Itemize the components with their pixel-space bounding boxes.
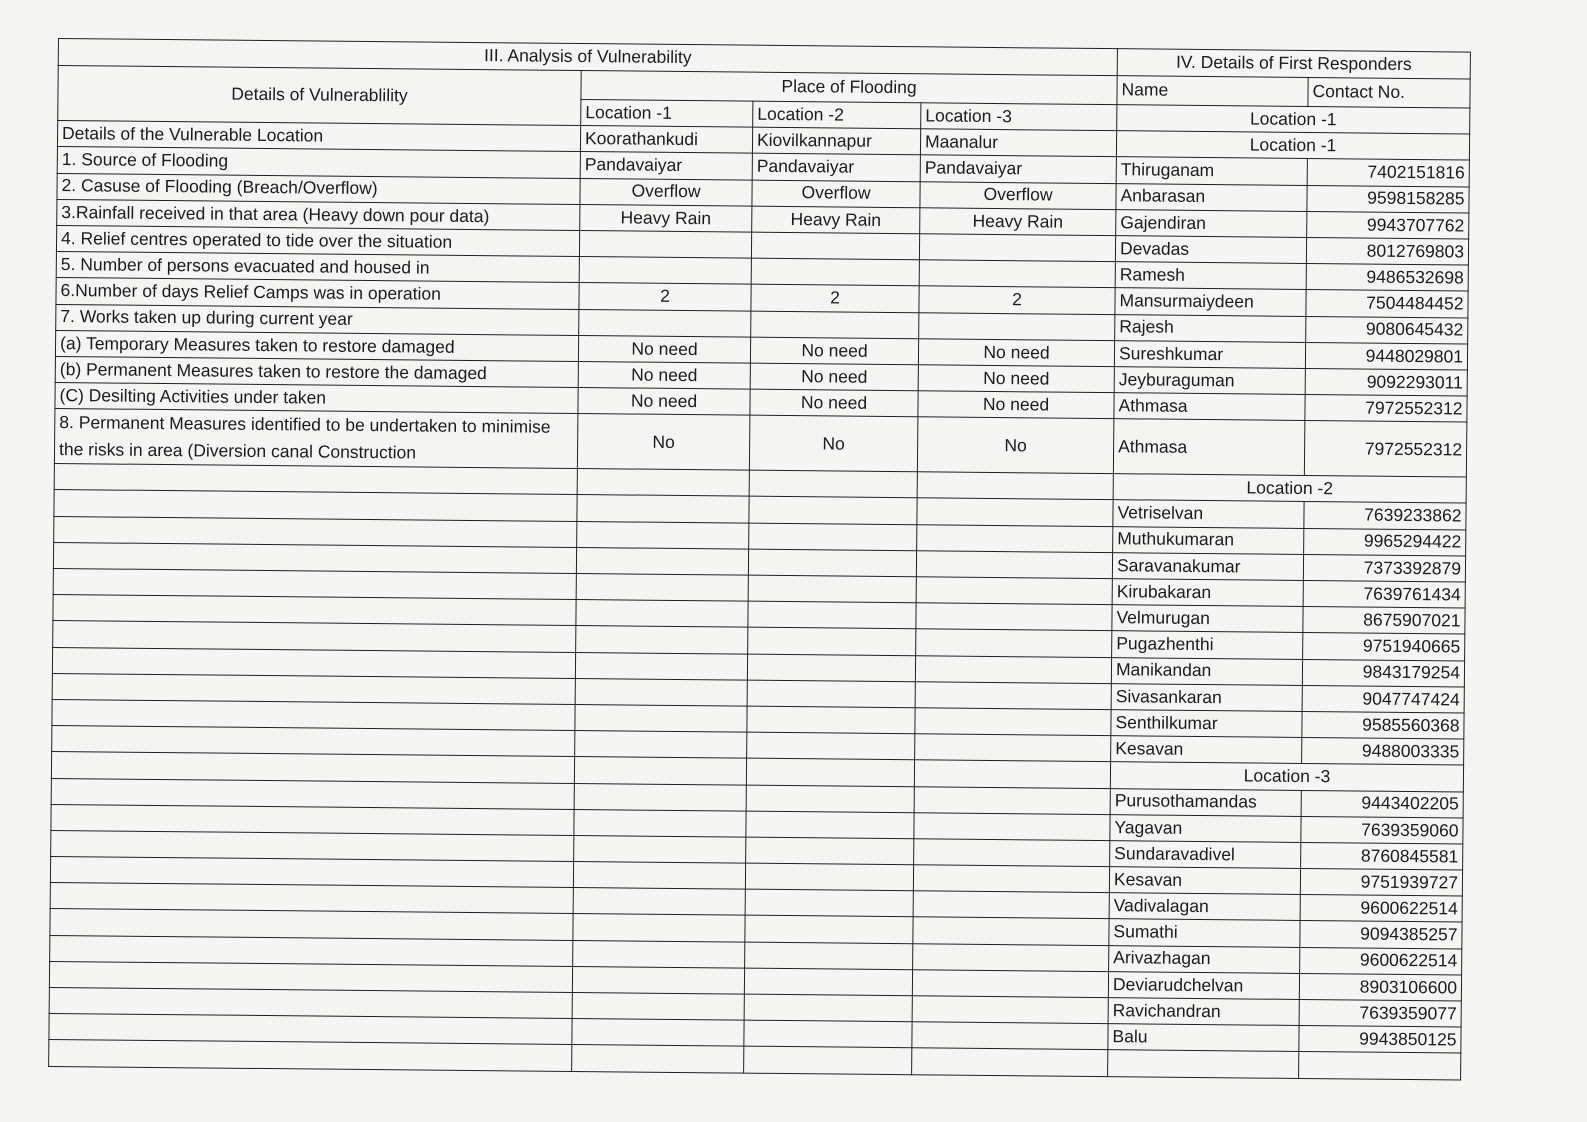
responder-name: Kesavan — [1111, 736, 1302, 764]
location-header: Location -1 — [581, 100, 753, 128]
empty-cell — [915, 708, 1111, 736]
responder-contact: 9751940665 — [1303, 633, 1465, 661]
responder-name: Yagavan — [1110, 814, 1301, 842]
empty-cell — [912, 970, 1108, 998]
responder-name: Senthilkumar — [1111, 710, 1302, 738]
empty-cell — [744, 994, 912, 1022]
responder-name: Purusothamandas — [1110, 788, 1301, 816]
empty-cell — [573, 914, 745, 942]
empty-cell — [915, 682, 1111, 710]
empty-cell — [744, 1020, 912, 1048]
empty-cell — [574, 757, 746, 785]
responder-contact: 8903106600 — [1299, 973, 1461, 1001]
responder-contact: 9943707762 — [1307, 211, 1469, 239]
empty-cell — [748, 628, 916, 656]
empty-cell — [749, 523, 917, 551]
responder-name: Vadivalagan — [1109, 893, 1300, 921]
vulnerability-row-label: 1. Source of Flooding — [57, 147, 580, 178]
responder-contact: 9047747424 — [1302, 685, 1464, 713]
empty-cell — [747, 732, 915, 760]
responder-contact: 9943850125 — [1299, 1026, 1461, 1054]
responder-name: Jeyburaguman — [1114, 367, 1305, 395]
empty-cell — [572, 1045, 744, 1073]
responders-section-title: IV. Details of First Responders — [1117, 49, 1470, 79]
empty-cell — [573, 940, 745, 968]
empty-cell — [746, 811, 914, 839]
vulnerability-value: No need — [578, 388, 750, 416]
responder-contact: 9843179254 — [1302, 659, 1464, 687]
responder-name: Velmurugan — [1112, 605, 1303, 633]
vulnerability-value — [579, 309, 751, 337]
responder-location-2-header: Location -2 — [1113, 474, 1466, 504]
responder-name: Sivasankaran — [1111, 683, 1302, 711]
responder-name: Saravanakumar — [1112, 552, 1303, 580]
empty-cell — [1108, 1050, 1299, 1078]
responder-contact: 8012769803 — [1306, 237, 1468, 265]
empty-cell — [573, 862, 745, 890]
empty-cell — [917, 498, 1113, 526]
responder-name: Thiruganam — [1116, 157, 1307, 185]
empty-cell — [915, 734, 1111, 762]
vulnerability-row-label: (b) Permanent Measures taken to restore the damaged — [55, 356, 578, 387]
vulnerability-value: Heavy Rain — [752, 206, 920, 234]
empty-cell — [745, 942, 913, 970]
vulnerability-value: 2 — [579, 283, 751, 311]
empty-cell — [917, 524, 1113, 552]
vulnerability-value: 2 — [751, 284, 919, 312]
empty-cell — [575, 652, 747, 680]
empty-cell — [912, 996, 1108, 1024]
responder-name: Athmasa — [1113, 419, 1305, 476]
empty-cell — [576, 600, 748, 628]
responder-name: Ramesh — [1115, 262, 1306, 290]
responder-name: Kirubakaran — [1112, 579, 1303, 607]
responder-contact: 9585560368 — [1302, 711, 1464, 739]
empty-cell — [575, 678, 747, 706]
empty-cell — [575, 704, 747, 732]
responder-name: Ravichandran — [1108, 998, 1299, 1026]
empty-cell — [917, 472, 1113, 500]
responder-contact: 9598158285 — [1307, 185, 1469, 213]
responder-contact: 9448029801 — [1305, 342, 1467, 370]
location-header: Location -3 — [921, 103, 1117, 131]
responder-name: Deviarudchelvan — [1108, 971, 1299, 999]
responder-contact: 9600622514 — [1300, 895, 1462, 923]
vulnerability-section-title: III. Analysis of Vulnerability — [58, 39, 1117, 76]
empty-cell — [912, 1048, 1108, 1076]
empty-cell — [574, 835, 746, 863]
responder-contact: 7639359077 — [1299, 999, 1461, 1027]
empty-cell — [747, 680, 915, 708]
responder-contact: 7639761434 — [1303, 580, 1465, 608]
responder-name: Pugazhenthi — [1112, 631, 1303, 659]
empty-cell — [749, 470, 917, 498]
empty-cell — [576, 626, 748, 654]
responder-name: Sundaravadivel — [1110, 841, 1301, 869]
vulnerability-value — [579, 230, 751, 258]
vulnerability-value: No need — [750, 337, 918, 365]
responder-name: Muthukumaran — [1113, 526, 1304, 554]
responder-contact: 9486532698 — [1306, 264, 1468, 292]
responder-contact: 9443402205 — [1301, 790, 1463, 818]
vulnerability-row-label: (a) Temporary Measures taken to restore damaged — [55, 330, 578, 361]
responder-location-1-header: Location -1 — [1117, 105, 1470, 135]
vulnerability-value: No need — [918, 365, 1114, 393]
place-of-flooding-header: Place of Flooding — [581, 71, 1117, 105]
vulnerability-value: Overflow — [580, 178, 752, 206]
vulnerability-row-label: 7. Works taken up during current year — [56, 304, 579, 335]
vulnerability-value: 2 — [919, 286, 1115, 314]
vulnerability-row-label: 5. Number of persons evacuated and housed in — [56, 252, 579, 283]
empty-cell — [744, 968, 912, 996]
empty-cell — [748, 575, 916, 603]
vulnerability-value: Overflow — [920, 181, 1116, 209]
empty-cell — [745, 889, 913, 917]
empty-cell — [913, 865, 1109, 893]
responder-name: Mansurmaiydeen — [1115, 288, 1306, 316]
vulnerability-value: No need — [918, 391, 1114, 419]
responder-contact: 8760845581 — [1301, 842, 1463, 870]
responder-contact: 9488003335 — [1302, 738, 1464, 766]
vulnerability-value: Heavy Rain — [580, 204, 752, 232]
responder-name: Rajesh — [1115, 314, 1306, 342]
empty-cell — [746, 785, 914, 813]
empty-cell — [916, 629, 1112, 657]
empty-cell — [577, 469, 749, 497]
location-header: Location -2 — [753, 101, 921, 129]
empty-cell — [913, 891, 1109, 919]
empty-cell — [572, 966, 744, 994]
empty-cell — [748, 601, 916, 629]
vulnerability-row-label: 3.Rainfall received in that area (Heavy down pour data) — [57, 199, 580, 230]
responder-name: Vetriselvan — [1113, 500, 1304, 528]
empty-cell — [572, 992, 744, 1020]
vulnerability-row-label: 6.Number of days Relief Camps was in operation — [56, 278, 579, 309]
empty-cell — [913, 943, 1109, 971]
empty-cell — [914, 812, 1110, 840]
empty-cell — [914, 760, 1110, 788]
empty-cell — [916, 577, 1112, 605]
responder-contact: 7972552312 — [1305, 395, 1467, 423]
vulnerability-value — [751, 258, 919, 286]
vulnerability-value — [919, 260, 1115, 288]
empty-cell — [915, 655, 1111, 683]
vulnerability-value: No — [917, 417, 1114, 474]
empty-cell — [914, 839, 1110, 867]
empty-cell — [916, 551, 1112, 579]
empty-cell — [748, 549, 916, 577]
empty-cell — [577, 495, 749, 523]
empty-cell — [49, 1040, 572, 1071]
name-column-header: Name — [1117, 76, 1308, 107]
responder-contact: 7373392879 — [1303, 554, 1465, 582]
vulnerability-value: Overflow — [752, 180, 920, 208]
vulnerability-value: Pandavaiyar — [752, 154, 920, 182]
responder-name: Sumathi — [1109, 919, 1300, 947]
empty-cell — [747, 706, 915, 734]
empty-cell — [573, 888, 745, 916]
vulnerability-row-label: Details of the Vulnerable Location — [57, 121, 580, 152]
empty-cell — [744, 1047, 912, 1075]
responder-location-3-header: Location -3 — [1110, 762, 1463, 792]
empty-cell — [572, 1019, 744, 1047]
vulnerability-value: No need — [750, 389, 918, 417]
empty-cell — [574, 809, 746, 837]
vulnerability-sheet — [48, 38, 1470, 1098]
empty-cell — [747, 654, 915, 682]
responder-name: Kesavan — [1109, 867, 1300, 895]
vulnerability-value: No need — [918, 338, 1114, 366]
responder-name: Sureshkumar — [1114, 340, 1305, 368]
vulnerability-value — [751, 311, 919, 339]
details-header: Details of Vulnerablility — [58, 66, 582, 126]
responder-name: Manikandan — [1111, 657, 1302, 685]
empty-cell — [575, 731, 747, 759]
responder-contact: 7639359060 — [1301, 816, 1463, 844]
responder-name: Anbarasan — [1116, 183, 1307, 211]
empty-cell — [913, 917, 1109, 945]
responder-contact: 7402151816 — [1307, 159, 1469, 187]
empty-cell — [576, 547, 748, 575]
vulnerability-value: No — [749, 415, 918, 472]
vulnerability-table — [48, 38, 1471, 1080]
responder-name: Gajendiran — [1116, 209, 1307, 237]
empty-cell — [912, 1022, 1108, 1050]
vulnerability-row-label: 4. Relief centres operated to tide over the situation — [56, 225, 579, 256]
vulnerability-value — [579, 257, 751, 285]
vulnerability-value: Pandavaiyar — [920, 155, 1116, 183]
responder-name: Athmasa — [1114, 393, 1305, 421]
vulnerability-row-label: 8. Permanent Measures identified to be undertaken to minimise the risks in area (Diversion canal Construction — [54, 409, 578, 469]
responder-contact: 9080645432 — [1306, 316, 1468, 344]
contact-column-header: Contact No. — [1308, 78, 1470, 109]
vulnerability-value — [919, 234, 1115, 262]
empty-cell — [745, 863, 913, 891]
vulnerability-value: Kiovilkannapur — [752, 127, 920, 155]
empty-cell — [745, 916, 913, 944]
empty-cell — [746, 837, 914, 865]
empty-cell — [914, 786, 1110, 814]
responder-name: Arivazhagan — [1109, 945, 1300, 973]
responder-name: Balu — [1108, 1024, 1299, 1052]
vulnerability-value: Maanalur — [920, 129, 1116, 157]
empty-cell — [916, 603, 1112, 631]
responder-contact: 9094385257 — [1300, 921, 1462, 949]
responder-contact: 7972552312 — [1304, 421, 1467, 478]
empty-cell — [574, 783, 746, 811]
vulnerability-value: Koorathankudi — [580, 126, 752, 154]
responder-name: Devadas — [1115, 236, 1306, 264]
responder-contact: 7639233862 — [1304, 502, 1466, 530]
responder-contact: 9751939727 — [1300, 869, 1462, 897]
responder-contact: 7504484452 — [1306, 290, 1468, 318]
vulnerability-value: Heavy Rain — [920, 208, 1116, 236]
empty-cell — [749, 497, 917, 525]
empty-cell — [1299, 1052, 1461, 1080]
empty-cell — [576, 574, 748, 602]
vulnerability-value: No — [577, 414, 750, 471]
vulnerability-value: No need — [750, 363, 918, 391]
empty-cell — [577, 521, 749, 549]
responder-contact: 9600622514 — [1300, 947, 1462, 975]
responder-location-1-subheader: Location -1 — [1116, 131, 1469, 161]
vulnerability-row-label: (C) Desilting Activities under taken — [55, 383, 578, 414]
vulnerability-value: Pandavaiyar — [580, 152, 752, 180]
empty-cell — [746, 758, 914, 786]
vulnerability-value — [919, 312, 1115, 340]
responder-contact: 8675907021 — [1303, 607, 1465, 635]
vulnerability-value: No need — [578, 335, 750, 363]
responder-contact: 9965294422 — [1304, 528, 1466, 556]
responder-contact: 9092293011 — [1305, 368, 1467, 396]
vulnerability-value — [751, 232, 919, 260]
vulnerability-row-label: 2. Casuse of Flooding (Breach/Overflow) — [57, 173, 580, 204]
vulnerability-value: No need — [578, 361, 750, 389]
